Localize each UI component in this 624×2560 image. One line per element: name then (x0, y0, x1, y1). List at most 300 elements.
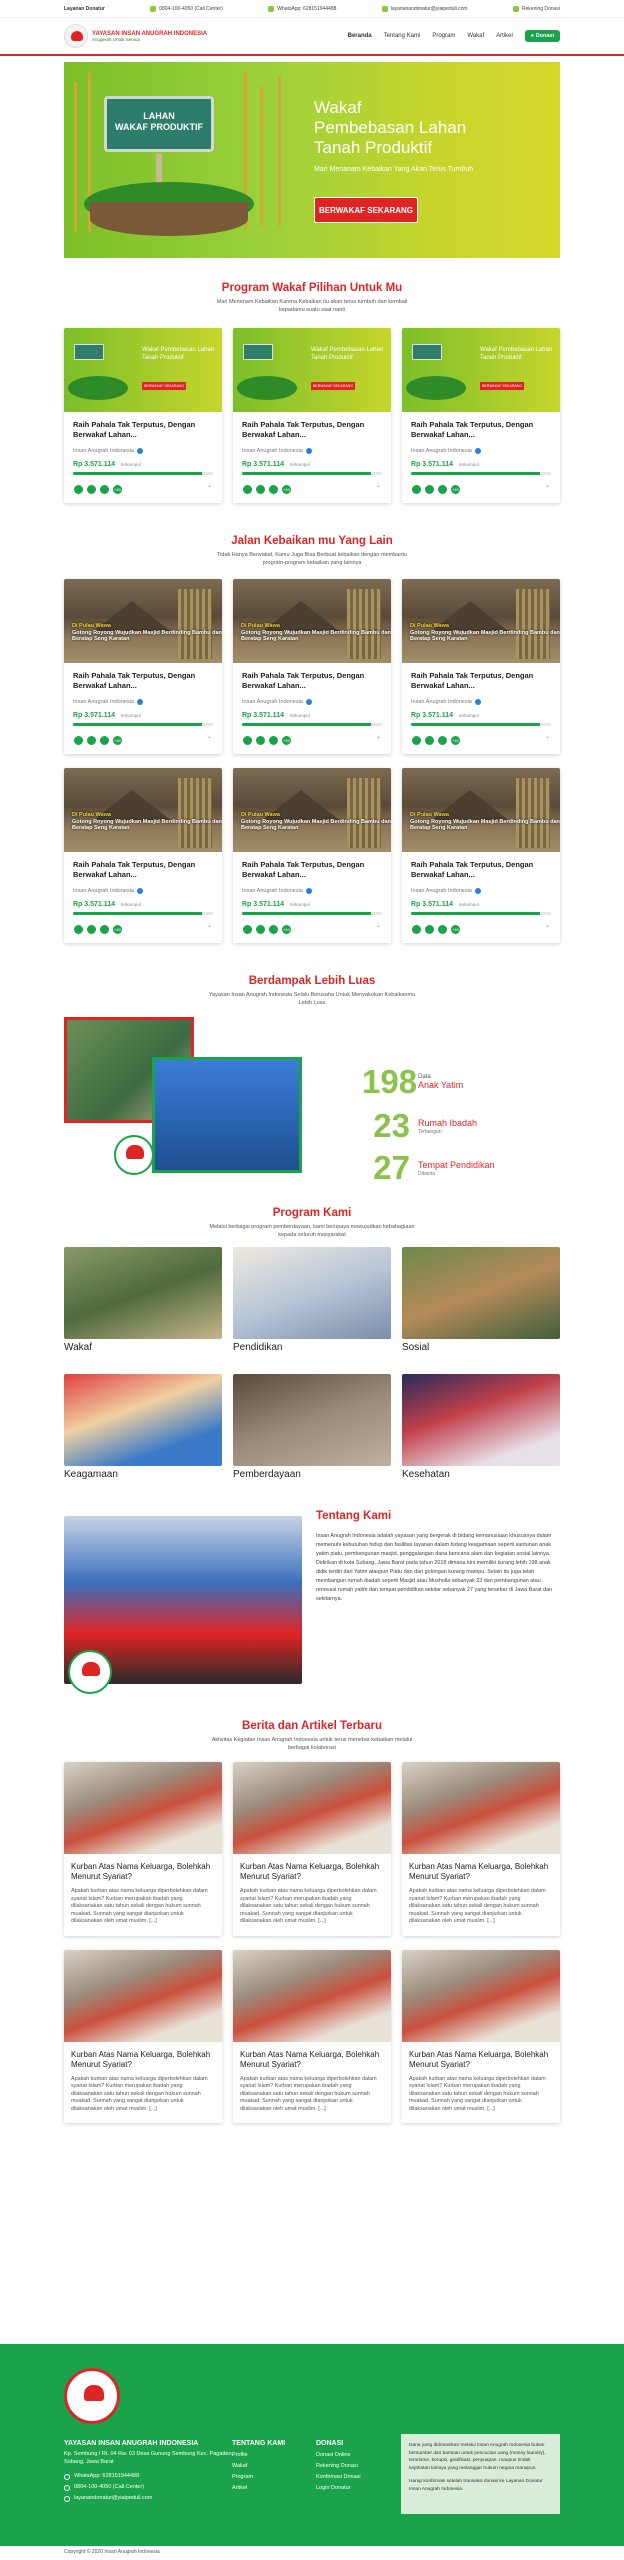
news-card[interactable] (233, 1950, 391, 2124)
donor-avatar-icon (99, 924, 110, 935)
progress-bar (411, 723, 551, 726)
donor-avatar-icon (255, 924, 266, 935)
donor-avatar-icon (86, 735, 97, 746)
topbar-whatsapp[interactable] (268, 6, 336, 12)
verified-icon (475, 448, 481, 454)
donor-count: +40 (112, 484, 123, 495)
program-label: Pemberdayaan (233, 1469, 301, 1480)
news-title[interactable]: Kurban Atas Nama Keluarga, Bolehkah Menurut Syariat? (409, 2049, 549, 2069)
campaign-image (64, 579, 222, 663)
donor-avatar-icon (268, 735, 279, 746)
amount-value: Rp 3.571.114 (73, 461, 116, 468)
hero-subtitle: Mari Menanam Kebaikan Yang Akan Terus Tumbuh (314, 166, 474, 173)
amount-label: terkumpul (459, 902, 479, 907)
donor-avatar-icon (424, 484, 435, 495)
site-footer (0, 2344, 624, 2546)
program-item-sosial[interactable] (402, 1247, 560, 1363)
chevron-down-icon[interactable]: ⌄ (375, 734, 381, 740)
foundation-badge-icon (68, 1650, 112, 1694)
wakaf-section-title: Program Wakaf Pilihan Untuk Mu (221, 282, 403, 294)
footer-link-profile[interactable]: Profile (232, 2452, 248, 2458)
campaign-image (233, 579, 391, 663)
news-title[interactable]: Kurban Atas Nama Keluarga, Bolehkah Menurut Syariat? (71, 2049, 211, 2069)
footer-tentang (232, 2438, 285, 2494)
campaign-title: Raih Pahala Tak Terputus, Dengan Berwakaf Lahan... (242, 860, 365, 879)
donasi-button-label: Donasi (535, 33, 554, 39)
amount-value: Rp 3.571.114 (411, 901, 454, 908)
program-image (233, 1374, 391, 1466)
program-item-kesehatan[interactable] (402, 1374, 560, 1490)
campaign-title: Raih Pahala Tak Terputus, Dengan Berwakaf Lahan... (411, 860, 534, 879)
logo-emblem-icon (64, 24, 88, 48)
mini-grass (237, 376, 297, 400)
progress-fill (73, 912, 202, 915)
mail-icon (64, 2496, 70, 2502)
news-body (402, 2042, 560, 2124)
caption-location: Di Pulau Wawa (72, 623, 111, 629)
kebaikan-section-desc: Tidak Hanya Berwakaf, Kamu Juga Bisa Berbuat kebaikan dengan membantu program-program kebaikan yang lainnya (217, 552, 407, 566)
donor-avatar-icon (99, 484, 110, 495)
campaign-org (411, 888, 551, 894)
topbar-phone[interactable] (150, 6, 223, 12)
hero-sign-line1: LAHAN (143, 111, 175, 121)
footer-phone[interactable] (64, 2482, 234, 2493)
donor-count: +40 (112, 924, 123, 935)
site-header (0, 18, 624, 56)
donor-avatar-icon (73, 924, 84, 935)
donor-avatar-icon (268, 924, 279, 935)
caption-location: Di Pulau Wawa (241, 623, 280, 629)
amount-value: Rp 3.571.114 (242, 461, 285, 468)
amount-label: terkumpul (459, 713, 479, 718)
foundation-badge-icon (114, 1135, 154, 1175)
donor-count: +40 (281, 484, 292, 495)
news-body (64, 2042, 222, 2124)
hero-banner (64, 62, 560, 258)
donor-avatars (411, 924, 551, 935)
footer-link-program[interactable]: Program (232, 2474, 254, 2480)
mini-sign (243, 344, 273, 360)
donor-avatars (73, 735, 213, 746)
program-label: Wakaf (64, 1342, 92, 1353)
hero-title (314, 98, 473, 158)
topbar-whatsapp-text: WhatsApp: 628151944488 (277, 5, 337, 12)
donor-avatar-icon (73, 484, 84, 495)
amount-label: terkumpul (290, 902, 310, 907)
stat-number: 198 (362, 1063, 418, 1100)
footer-whatsapp-text: WhatsApp: 628151944488 (74, 2473, 140, 2479)
chevron-down-icon[interactable]: ⌄ (544, 734, 550, 740)
news-title[interactable]: Kurban Atas Nama Keluarga, Bolehkah Menurut Syariat? (240, 2049, 380, 2069)
news-excerpt: Apakah kurban atas nama keluarga diperbolehkan dalam syariat Islam? Kurban merupakan ibadah yang dilaksanakan satu tahun sekali dengan hukum sunnah muakad. Sunnah yang sangat dianjurkan untuk dilaksanakan oleh umat muslim. [...] (409, 1888, 546, 1924)
campaign-amount (411, 461, 551, 468)
campaign-title: Raih Pahala Tak Terputus, Dengan Berwakaf Lahan... (242, 420, 365, 439)
progress-bar (242, 912, 382, 915)
caption-text: Gotong Royong Wujudkan Masjid Berdinding Bambu dan Beratap Seng Karatan (410, 629, 560, 642)
disclaimer-text-1: Dana yang didonasikan melalui Insan Anugrah Indonesia bukan bersumber dari bantuan untuk pencucian uang (money laundry), terorisme, korupsi, gratifikasi, penyuapan, maupun tindak kejahatan lainnya yang melanggar hukum negara manapun. (409, 2443, 546, 2471)
campaign-org (411, 699, 551, 705)
donor-avatar-icon (437, 735, 448, 746)
donor-avatar-icon (437, 484, 448, 495)
campaign-amount (242, 901, 382, 908)
news-image (64, 1950, 222, 2042)
donor-avatar-icon (437, 924, 448, 935)
donor-count: +40 (450, 924, 461, 935)
news-card[interactable] (402, 1762, 560, 1936)
amount-label: terkumpul (121, 462, 141, 467)
caption-text: Gotong Royong Wujudkan Masjid Berdinding Bambu dan Beratap Seng Karatan (72, 629, 222, 642)
footer-link-konfirmasi[interactable]: Konfirmasi Donasi (316, 2474, 361, 2480)
image-caption (241, 812, 391, 832)
news-body (64, 1854, 222, 1936)
program-item-keagamaan[interactable] (64, 1374, 222, 1490)
about-paragraph-2: Didirikan di kota Subang, Jawa Barat pada tahun 2018 dimana kini memiliki kurang lebih 198 anak didik terdiri dari Yatim ataupun Piatu dan dari golongan kurang mampu. Selain itu juga telah membangun rumah ibadah seperti Masjid atau Musholla sebanyak 23 dan pembangunan atau renovasi rumah yatim dan tempat pendidikan sekitar sebanyak 27 yang tersebar di Jawa Barat dan sekitarnya. (316, 1560, 553, 1602)
donor-avatars (242, 735, 382, 746)
donor-count: +40 (450, 484, 461, 495)
campaign-org (73, 699, 213, 705)
donor-avatar-icon (424, 924, 435, 935)
amount-value: Rp 3.571.114 (411, 712, 454, 719)
wallet-icon (513, 6, 519, 12)
chevron-down-icon[interactable]: ⌄ (375, 923, 381, 929)
progress-fill (73, 472, 202, 475)
footer-link-rekening[interactable]: Rekening Donasi (316, 2463, 358, 2469)
progress-fill (242, 912, 371, 915)
chevron-down-icon[interactable]: ⌄ (544, 923, 550, 929)
campaign-amount (73, 461, 213, 468)
news-section (0, 1720, 624, 2123)
verified-icon (306, 699, 312, 705)
caption-text: Gotong Royong Wujudkan Masjid Berdinding Bambu dan Beratap Seng Karatan (410, 818, 560, 831)
impact-desc: Yayasan Insan Anugrah Indonesia Selalu Berusaha Untuk Menyalurkan Kebaikanmu Lebih Luas (208, 992, 416, 1006)
donor-avatars (73, 484, 213, 495)
stat-sub: Dibantu (418, 1170, 436, 1177)
nav-beranda[interactable]: Beranda (347, 33, 372, 39)
campaign-card[interactable] (64, 579, 222, 754)
news-title[interactable]: Kurban Atas Nama Keluarga, Bolehkah Menurut Syariat? (240, 1862, 380, 1881)
campaign-card[interactable] (233, 768, 391, 943)
topbar-email[interactable] (382, 6, 468, 12)
impact-section (0, 975, 624, 1197)
campaign-title: Raih Pahala Tak Terputus, Dengan Berwakaf Lahan... (411, 420, 534, 439)
about-block (64, 1510, 560, 1716)
news-desc: Aktivitas Kegiatan Insan Anugrah Indonesia untuk terus menebar kebaikan melalui berbagai kolaborasi (211, 1737, 413, 1751)
hero-title-line3: Tanah Produktif (314, 138, 433, 157)
caption-location: Di Pulau Wawa (72, 812, 111, 818)
campaign-org (73, 448, 213, 454)
footer-email-text: layanandonatur@yiaipeduli.com (74, 2495, 153, 2501)
footer-disclaimer (401, 2434, 560, 2514)
footer-phone-text: 0804-100-4050 (Call Center) (74, 2484, 145, 2490)
donor-avatar-icon (86, 484, 97, 495)
progress-bar (73, 472, 213, 475)
donor-avatar-icon (255, 484, 266, 495)
org-name: Insan Anugrah Indonesia (411, 448, 472, 454)
footer-col2-title: TENTANG KAMI (232, 2440, 286, 2447)
news-excerpt: Apakah kurban atas nama keluarga diperbolehkan dalam syariat Islam? Kurban merupakan ibadah yang dilaksanakan satu tahun sekali dengan hukum sunnah muakad. Sunnah yang sangat dianjurkan untuk dilaksanakan oleh umat muslim. [...] (71, 2075, 208, 2112)
donor-avatar-icon (242, 735, 253, 746)
org-name: Insan Anugrah Indonesia (411, 699, 472, 705)
amount-value: Rp 3.571.114 (242, 712, 285, 719)
phone-icon (64, 2485, 70, 2491)
phone-icon (150, 6, 156, 12)
donor-avatars (411, 484, 551, 495)
mini-sign (412, 344, 442, 360)
campaign-amount (242, 712, 382, 719)
verified-icon (475, 699, 481, 705)
org-name: Insan Anugrah Indonesia (73, 448, 134, 454)
logo-text (92, 31, 207, 42)
news-excerpt: Apakah kurban atas nama keluarga diperbolehkan dalam syariat Islam? Kurban merupakan ibadah yang dilaksanakan satu tahun sekali dengan hukum sunnah muakad. Sunnah yang sangat dianjurkan untuk dilaksanakan oleh umat muslim. [...] (240, 1888, 377, 1924)
campaign-card[interactable] (402, 768, 560, 943)
footer-link-login[interactable]: Login Donatur (316, 2485, 351, 2491)
nav-tentang-kami[interactable]: Tentang Kami (383, 33, 421, 39)
kebaikan-cards (0, 579, 624, 943)
org-name: Insan Anugrah Indonesia (242, 699, 303, 705)
footer-link-wakaf[interactable]: Wakaf (232, 2463, 248, 2469)
stat-tempat-pendidikan (362, 1149, 495, 1187)
site-logo[interactable] (64, 24, 207, 48)
chevron-down-icon[interactable]: ⌄ (206, 483, 212, 489)
news-body (233, 2042, 391, 2124)
campaign-body (233, 663, 391, 754)
about-paragraph-1: Insan Anugrah Indonesia adalah yayasan yang bergerak di bidang kemanusiaan khususnya dalam memenuhi kebutuhan hidup dan fasilitas layanan dalam bidang keagamaan seperti santunan anak yatim piatu, pembangunan masjid, penggalangan dana bencana alam dan kegiatan sosial lainnya. (316, 1533, 552, 1557)
amount-label: terkumpul (121, 902, 141, 907)
news-card[interactable] (233, 1762, 391, 1936)
news-grid (0, 1762, 624, 2123)
campaign-body (64, 663, 222, 754)
campaign-image (402, 328, 560, 412)
stat-number: 23 (373, 1107, 410, 1144)
donor-avatar-icon (255, 735, 266, 746)
verified-icon (475, 888, 481, 894)
campaign-org (73, 888, 213, 894)
news-title[interactable]: Kurban Atas Nama Keluarga, Bolehkah Menurut Syariat? (409, 1862, 549, 1881)
campaign-image (402, 579, 560, 663)
donor-avatar-icon (411, 735, 422, 746)
about-section (0, 1510, 624, 1716)
org-name: Insan Anugrah Indonesia (73, 699, 134, 705)
campaign-org (411, 448, 551, 454)
campaign-amount (242, 461, 382, 468)
news-image (233, 1950, 391, 2042)
program-item-wakaf[interactable] (64, 1247, 222, 1363)
campaign-title: Raih Pahala Tak Terputus, Dengan Berwakaf Lahan... (73, 420, 196, 439)
campaign-title: Raih Pahala Tak Terputus, Dengan Berwakaf Lahan... (411, 671, 534, 690)
campaign-body (402, 412, 560, 503)
campaign-card[interactable] (64, 328, 222, 503)
news-image (64, 1762, 222, 1854)
mini-banner-text: Wakaf Pembebasan Lahan Tanah Produktif (311, 347, 384, 361)
campaign-amount (411, 712, 551, 719)
campaign-card[interactable] (402, 579, 560, 754)
stat-text (418, 1118, 477, 1135)
verified-icon (306, 888, 312, 894)
campaign-title: Raih Pahala Tak Terputus, Dengan Berwakaf Lahan... (73, 671, 196, 690)
wakaf-section-desc: Mari Menanam Kebaikan Karena Kebaikan itu akan terus tumbuh dan kembali kepadamu suatu saat nanti (216, 299, 408, 313)
campaign-image (233, 768, 391, 852)
logo-title: YAYASAN INSAN ANUGRAH INDONESIA (92, 30, 208, 37)
donor-count: +40 (281, 924, 292, 935)
amount-label: terkumpul (290, 713, 310, 718)
image-caption (241, 623, 391, 643)
program-item-pendidikan[interactable] (233, 1247, 391, 1363)
nav-program[interactable]: Program (432, 33, 456, 39)
progress-fill (411, 472, 540, 475)
donor-avatar-icon (242, 484, 253, 495)
campaign-image (233, 328, 391, 412)
campaign-body (64, 852, 222, 943)
footer-address: Kp. Sembung I Rt. 04 Rw. 03 Desa Gunung Sembung Kec. Pagaden, Subang, Jawa Barat (64, 2451, 234, 2465)
berwakaf-sekarang-button[interactable]: BERWAKAF SEKARANG (314, 197, 418, 223)
program-image (233, 1247, 391, 1339)
footer-whatsapp[interactable] (64, 2471, 234, 2482)
progress-bar (242, 723, 382, 726)
amount-value: Rp 3.571.114 (73, 901, 116, 908)
campaign-body (233, 852, 391, 943)
image-caption (72, 812, 222, 832)
donasi-button[interactable]: ● Donasi (525, 30, 560, 42)
donor-avatars (242, 484, 382, 495)
campaign-body (402, 852, 560, 943)
news-image (402, 1950, 560, 2042)
stat-label: Anak Yatim (418, 1080, 464, 1090)
topbar-rekening-text: Rekening Donasi (521, 5, 560, 12)
org-name: Insan Anugrah Indonesia (73, 888, 134, 894)
donor-avatar-icon (411, 484, 422, 495)
wakaf-cards (0, 328, 624, 503)
progress-bar (411, 912, 551, 915)
donor-avatar-icon (242, 924, 253, 935)
topbar-rekening[interactable] (513, 6, 560, 12)
progress-fill (411, 723, 540, 726)
campaign-body (233, 412, 391, 503)
top-bar (0, 0, 624, 18)
donor-avatar-icon (424, 735, 435, 746)
image-caption (410, 623, 560, 643)
whatsapp-icon (268, 6, 274, 12)
campaign-image (64, 328, 222, 412)
campaign-title: Raih Pahala Tak Terputus, Dengan Berwakaf Lahan... (242, 671, 365, 690)
footer-logo-icon (64, 2368, 120, 2424)
progress-fill (242, 723, 371, 726)
progress-bar (242, 472, 382, 475)
news-card[interactable] (64, 1762, 222, 1936)
campaign-card[interactable] (233, 579, 391, 754)
donor-avatar-icon (411, 924, 422, 935)
news-excerpt: Apakah kurban atas nama keluarga diperbolehkan dalam syariat Islam? Kurban merupakan ibadah yang dilaksanakan satu tahun sekali dengan hukum sunnah muakad. Sunnah yang sangat dianjurkan untuk dilaksanakan oleh umat muslim. [...] (71, 1888, 208, 1924)
stat-text (418, 1160, 495, 1177)
campaign-amount (73, 712, 213, 719)
verified-icon (306, 448, 312, 454)
caption-text: Gotong Royong Wujudkan Masjid Berdinding Bambu dan Beratap Seng Karatan (241, 818, 391, 831)
chevron-down-icon[interactable]: ⌄ (375, 483, 381, 489)
progress-bar (73, 723, 213, 726)
program-grid (0, 1247, 624, 1490)
stat-small: Data (418, 1074, 431, 1080)
mini-sign (74, 344, 104, 360)
program-section (0, 1207, 624, 1490)
verified-icon (137, 888, 143, 894)
stat-label: Rumah Ibadah (418, 1117, 478, 1128)
stat-text (418, 1074, 463, 1090)
chevron-down-icon[interactable]: ⌄ (206, 923, 212, 929)
footer-email[interactable] (64, 2493, 234, 2504)
program-image (64, 1247, 222, 1339)
soil-block (90, 202, 248, 236)
amount-value: Rp 3.571.114 (411, 461, 454, 468)
wheat-decor (260, 86, 263, 226)
program-desc: Melalui berbagai program pemberdayaan, kami berupaya mewujudkan kebahagiaan kepada seluruh masyarakat (209, 1224, 415, 1238)
layanan-donatur-label: Layanan Donatur (64, 5, 105, 12)
news-card[interactable] (64, 1950, 222, 2124)
campaign-card[interactable] (64, 768, 222, 943)
org-name: Insan Anugrah Indonesia (411, 888, 472, 894)
disclaimer-text-2: Harap konfirmasi setelah transaksi donasi ke Layanan Donatur Insan Anugrah Indonesia. (409, 2479, 543, 2492)
program-item-pemberdayaan[interactable] (233, 1374, 391, 1490)
topbar-email-text: layananandonatur@yiaipeduli.com (390, 5, 468, 12)
campaign-card[interactable] (233, 328, 391, 503)
amount-value: Rp 3.571.114 (73, 712, 116, 719)
campaign-image (402, 768, 560, 852)
program-label: Keagamaan (64, 1469, 118, 1480)
stat-rumah-ibadah (362, 1107, 477, 1145)
impact-block (64, 1017, 560, 1197)
topbar-phone-text: 0804-100-4050 (Call Center) (159, 5, 223, 12)
campaign-card[interactable] (402, 328, 560, 503)
stat-sub: Terbangun (418, 1128, 442, 1135)
chevron-down-icon[interactable]: ⌄ (544, 483, 550, 489)
news-title: Berita dan Artikel Terbaru (242, 1720, 382, 1732)
program-label: Pendidikan (233, 1342, 283, 1353)
about-text (316, 1510, 560, 1604)
news-title[interactable]: Kurban Atas Nama Keluarga, Bolehkah Menurut Syariat? (71, 1862, 211, 1881)
campaign-body (64, 412, 222, 503)
donor-avatar-icon (73, 735, 84, 746)
org-name: Insan Anugrah Indonesia (242, 448, 303, 454)
news-excerpt: Apakah kurban atas nama keluarga diperbolehkan dalam syariat Islam? Kurban merupakan ibadah yang dilaksanakan satu tahun sekali dengan hukum sunnah muakad. Sunnah yang sangat dianjurkan untuk dilaksanakan oleh umat muslim. [...] (240, 2075, 377, 2112)
whatsapp-icon (64, 2474, 70, 2480)
program-image (64, 1374, 222, 1466)
logo-tagline: Anugerah Untuk Semua (92, 36, 141, 42)
wakaf-section (0, 282, 624, 503)
news-body (402, 1854, 560, 1936)
mail-icon (382, 6, 388, 12)
nav-wakaf[interactable]: Wakaf (467, 33, 485, 39)
amount-label: terkumpul (459, 462, 479, 467)
news-image (402, 1762, 560, 1854)
donor-avatar-icon (86, 924, 97, 935)
program-title: Program Kami (272, 1207, 352, 1219)
copyright: Copyright © 2020 Insan Anugrah Indonesia (64, 2549, 160, 2555)
about-title: Tentang Kami (316, 1510, 392, 1522)
campaign-org (242, 699, 382, 705)
caption-location: Di Pulau Wawa (410, 812, 449, 818)
hero-sign-line2: WAKAF PRODUKTIF (115, 122, 203, 132)
mini-grass (68, 376, 128, 400)
footer-donasi (316, 2438, 361, 2494)
news-card[interactable] (402, 1950, 560, 2124)
progress-fill (411, 912, 540, 915)
footer-link-artikel[interactable]: Artikel (232, 2485, 248, 2491)
org-name: Insan Anugrah Indonesia (242, 888, 303, 894)
program-image (402, 1247, 560, 1339)
footer-col3-title: DONASI (316, 2440, 344, 2447)
footer-link-donasi-online[interactable]: Donasi Online (316, 2452, 351, 2458)
nav-artikel[interactable]: Artikel (496, 33, 513, 39)
chevron-down-icon[interactable]: ⌄ (206, 734, 212, 740)
caption-location: Di Pulau Wawa (241, 812, 280, 818)
